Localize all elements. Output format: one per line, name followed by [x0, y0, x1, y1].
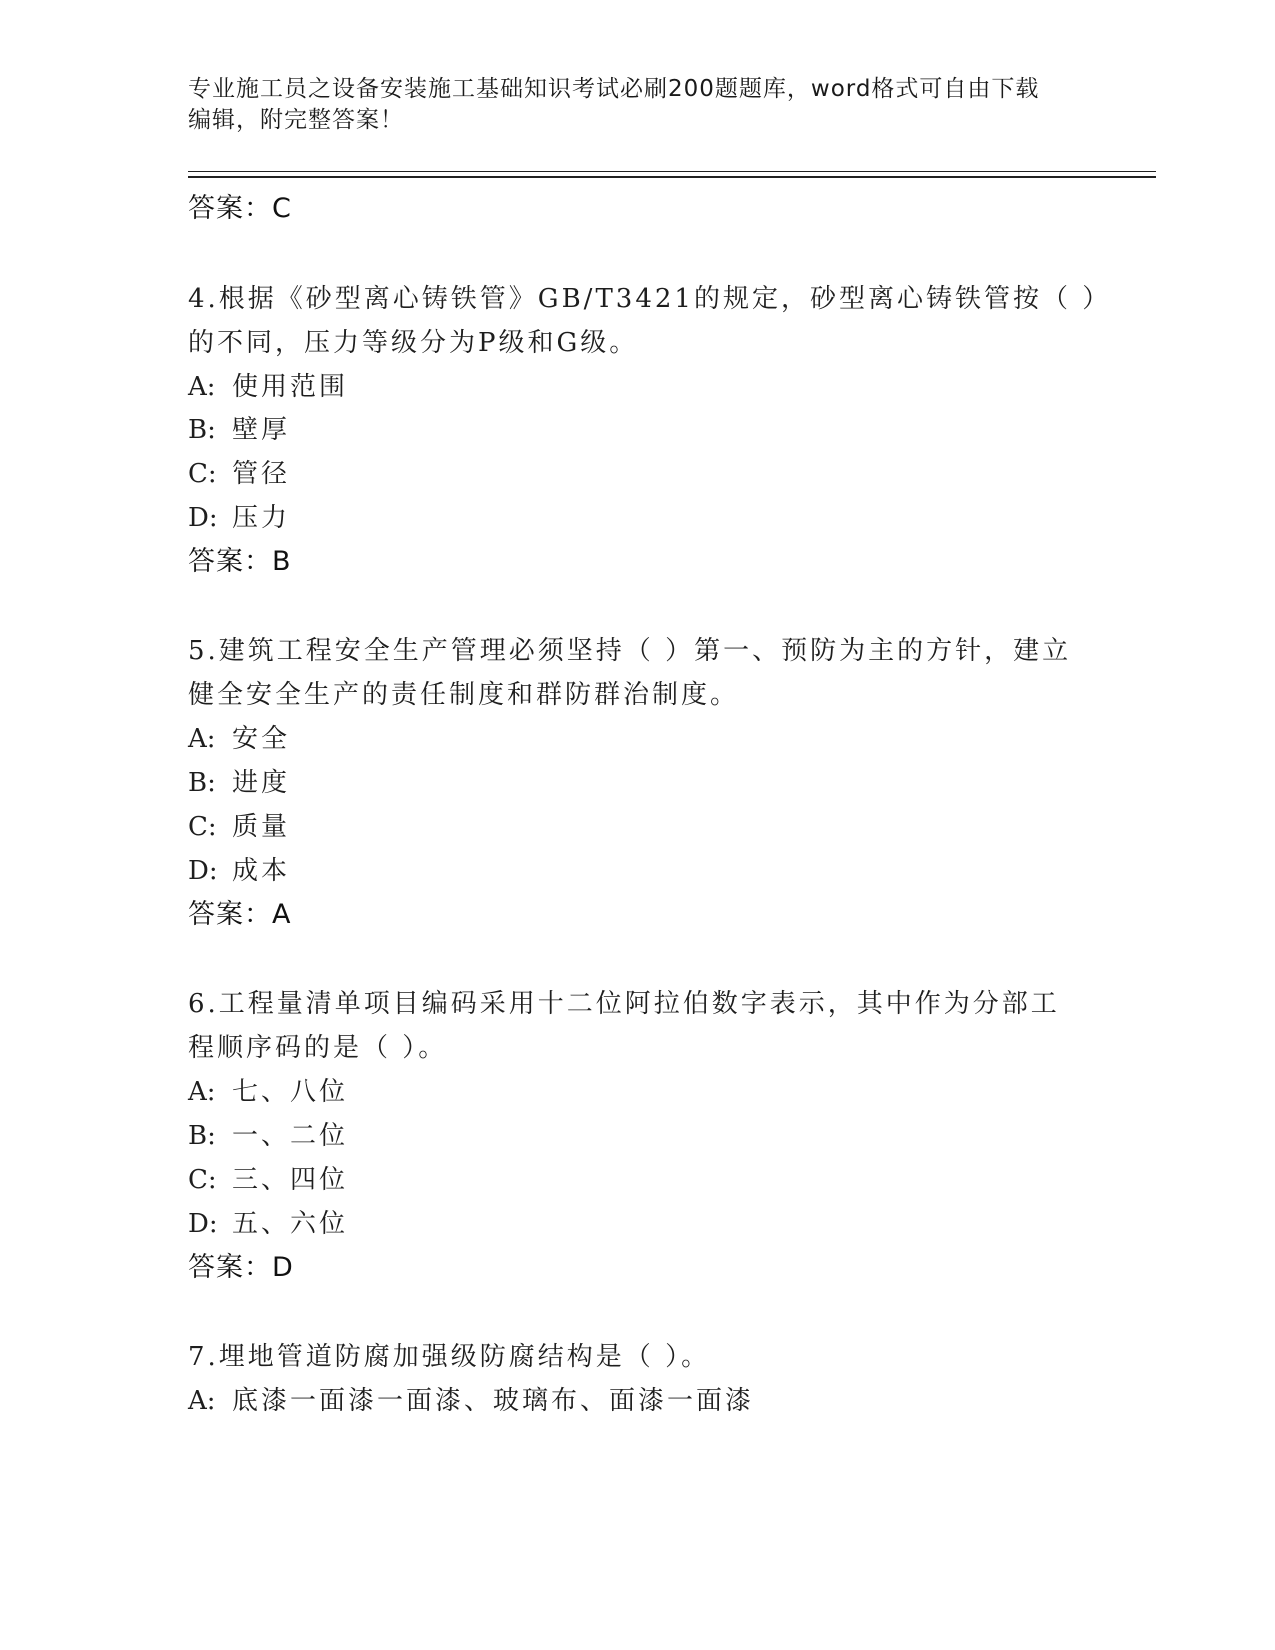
option-key: A:	[188, 1077, 216, 1107]
option-key: B:	[188, 768, 216, 798]
option-text: 五、六位	[232, 1209, 349, 1239]
option-text: 使用范围	[232, 372, 349, 402]
question-5-option-c	[188, 810, 290, 844]
option-key: A:	[188, 1386, 216, 1416]
option-text: 管径	[232, 459, 291, 489]
question-6-option-c	[188, 1163, 348, 1197]
question-5-stem-line1: 5.建筑工程安全生产管理必须坚持（ ）第一、预防为主的方针，建立	[188, 636, 1072, 666]
option-text: 成本	[232, 856, 291, 886]
question-4-stem-line1: 4.根据《砂型离心铸铁管》GB/T3421的规定，砂型离心铸铁管按（ ）	[188, 284, 1112, 314]
question-5-option-d	[188, 854, 290, 888]
option-key: B:	[188, 415, 216, 445]
question-7-option-a	[188, 1384, 754, 1418]
answer-q3: 答案：C	[188, 193, 292, 224]
option-text: 安全	[232, 724, 291, 754]
option-key: C:	[188, 1165, 217, 1195]
question-6-option-b	[188, 1119, 348, 1153]
question-6-stem-line2: 程顺序码的是（ ）。	[188, 1033, 448, 1063]
question-5-stem-line2: 健全安全生产的责任制度和群防群治制度。	[188, 680, 740, 710]
option-key: D:	[188, 856, 218, 886]
question-7-stem-line1: 7.埋地管道防腐加强级防腐结构是（ ）。	[188, 1342, 711, 1372]
question-6-option-d	[188, 1207, 348, 1241]
option-text: 压力	[232, 503, 291, 533]
option-text: 一、二位	[232, 1121, 349, 1151]
option-text: 壁厚	[232, 415, 291, 445]
question-6-stem-line1: 6.工程量清单项目编码采用十二位阿拉伯数字表示，其中作为分部工	[188, 989, 1060, 1019]
question-4-option-d	[188, 501, 290, 535]
question-5-option-b	[188, 766, 290, 800]
question-5-option-a	[188, 722, 290, 756]
option-text: 进度	[232, 768, 291, 798]
question-4-option-c	[188, 457, 290, 491]
answer-q6: 答案：D	[188, 1252, 294, 1283]
document-header	[188, 74, 1088, 136]
option-key: A:	[188, 724, 216, 754]
option-text: 质量	[232, 812, 291, 842]
answer-q4: 答案：B	[188, 546, 292, 577]
option-text: 三、四位	[232, 1165, 349, 1195]
option-text: 七、八位	[232, 1077, 349, 1107]
answer-q5: 答案：A	[188, 899, 292, 930]
option-key: C:	[188, 459, 217, 489]
option-key: C:	[188, 812, 217, 842]
question-4-stem-line2: 的不同，压力等级分为P级和G级。	[188, 328, 639, 358]
option-text: 底漆一面漆一面漆、玻璃布、面漆一面漆	[232, 1386, 755, 1416]
question-4-option-a	[188, 370, 348, 404]
question-4-option-b	[188, 413, 290, 447]
header-title-line2: 编辑，附完整答案！	[188, 107, 404, 133]
header-divider-thin	[188, 171, 1156, 172]
header-divider-thick	[188, 176, 1156, 178]
option-key: D:	[188, 503, 218, 533]
option-key: D:	[188, 1209, 218, 1239]
option-key: A:	[188, 372, 216, 402]
option-key: B:	[188, 1121, 216, 1151]
question-6-option-a	[188, 1075, 348, 1109]
header-title-line1: 专业施工员之设备安装施工基础知识考试必刷200题题库，word格式可自由下载	[188, 76, 1040, 102]
